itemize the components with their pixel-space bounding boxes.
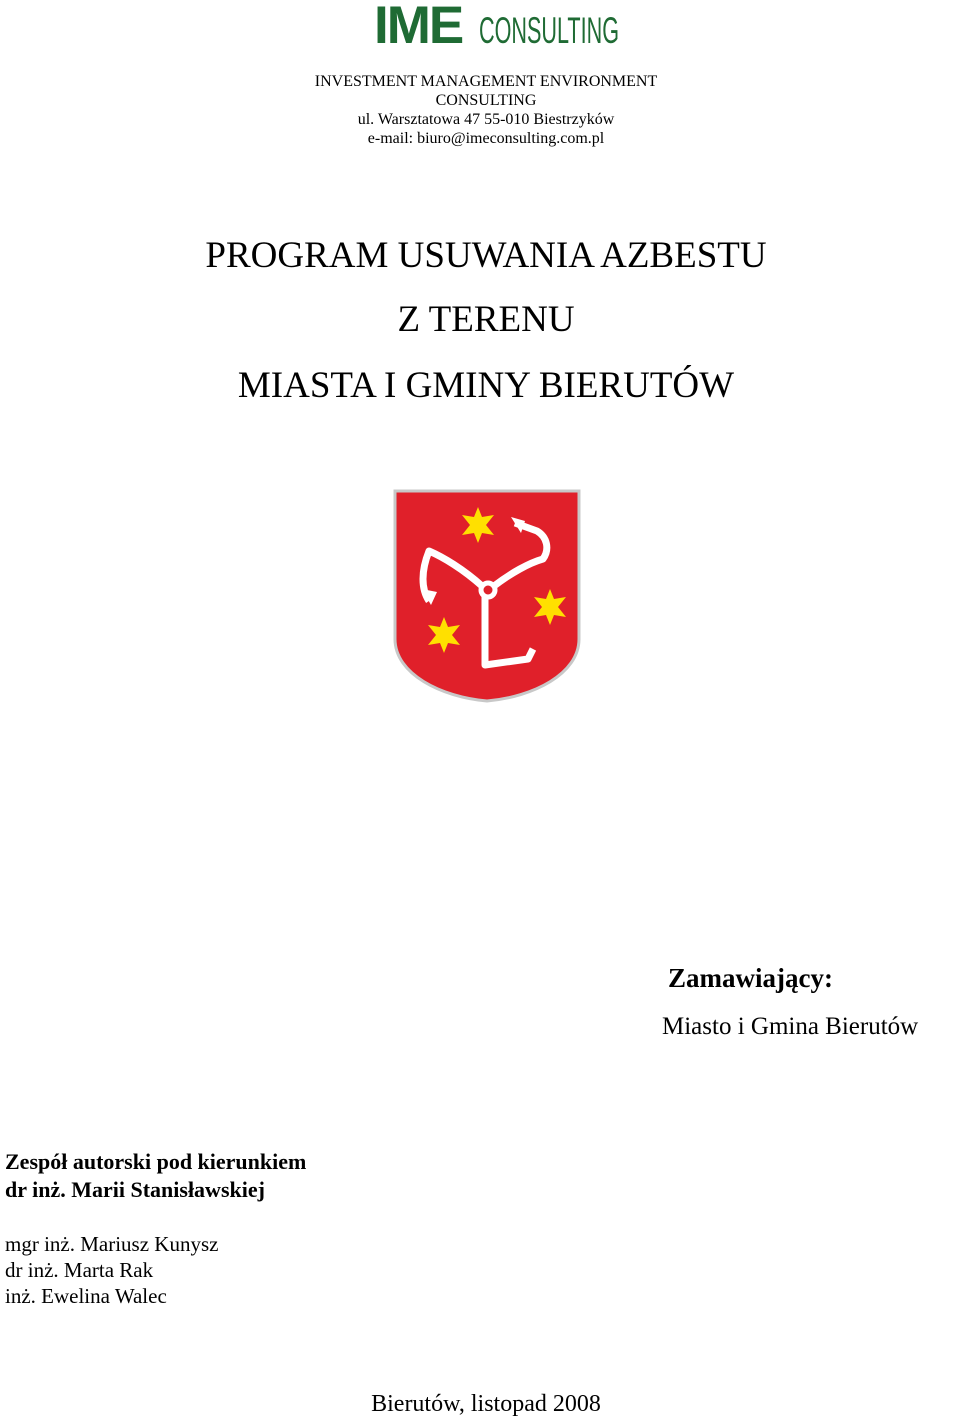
team-member: mgr inż. Mariusz Kunysz (5, 1232, 219, 1256)
company-name-line1: INVESTMENT MANAGEMENT ENVIRONMENT (314, 73, 658, 90)
ime-consulting-logo (372, 0, 620, 55)
company-email: e-mail: biuro@imeconsulting.com.pl (367, 130, 605, 147)
document-title-line2: Z TERENU (397, 299, 575, 340)
document-title-line1: PROGRAM USUWANIA AZBESTU (205, 235, 767, 276)
team-heading-line2: dr inż. Marii Stanisławskiej (5, 1177, 265, 1202)
team-heading-line1: Zespół autorski pod kierunkiem (5, 1149, 307, 1174)
client-name: Miasto i Gmina Bierutów (662, 1013, 919, 1040)
place-and-date: Bierutów, listopad 2008 (371, 1391, 601, 1417)
coat-of-arms-icon (393, 489, 581, 703)
team-member: dr inż. Marta Rak (5, 1258, 154, 1282)
team-member: inż. Ewelina Walec (5, 1284, 167, 1308)
logo-brand-primary: IME (374, 0, 463, 55)
company-name-line2: CONSULTING (435, 92, 537, 109)
client-label: Zamawiający: (668, 963, 833, 993)
logo-brand-secondary: CONSULTING (479, 10, 620, 52)
company-address: ul. Warsztatowa 47 55-010 Biestrzyków (357, 111, 615, 128)
document-title-line3: MIASTA I GMINY BIERUTÓW (237, 365, 735, 406)
